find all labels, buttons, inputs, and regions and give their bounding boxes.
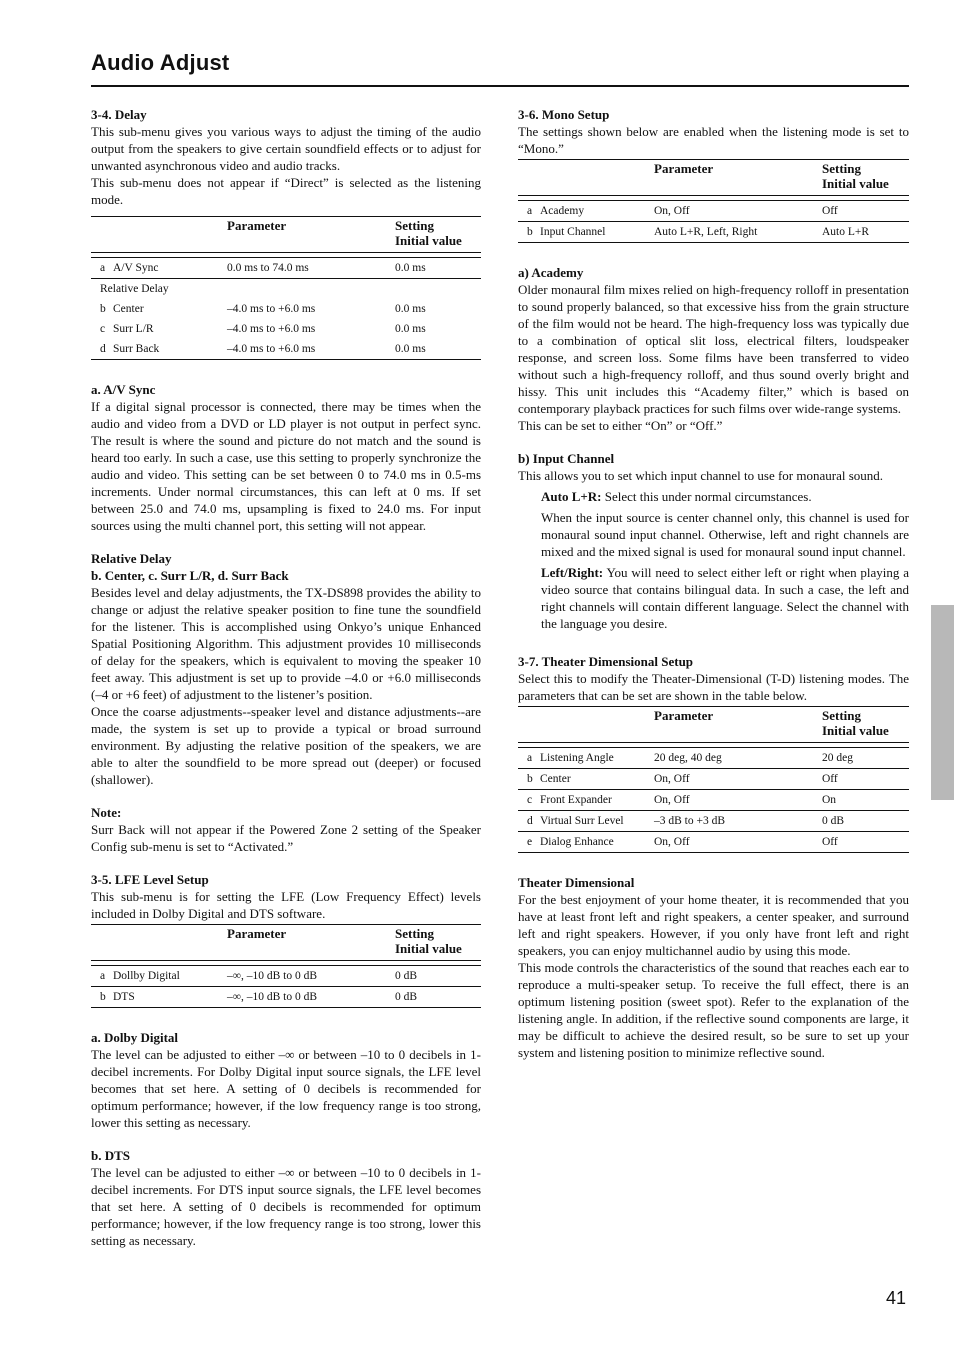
table-header-blank bbox=[91, 925, 227, 961]
relative-delay-text-1: Besides level and delay adjustments, the TX-DS898 provides the ability to change or adjust the relative speaker position to fine tune the soundfield for the listener. This is accomplished using Onkyo’s unique Enhanced Spatial Positioning Algorithm. This adjustment provides 10 milliseconds of delay for the speakers, which is equivalent to moving the speaker 10 feet away. This adjustment is set up to provide –4.0 or +6.0 milliseconds (–4 or +6 feet) of adjustment to the listener’s position. bbox=[91, 585, 481, 702]
lfe-heading: 3-5. LFE Level Setup bbox=[91, 872, 209, 887]
page-title: Audio Adjust bbox=[91, 50, 230, 75]
relative-delay-subheading: b. Center, c. Surr L/R, d. Surr Back bbox=[91, 568, 289, 583]
academy-setting-text: This can be set to either “On” or “Off.” bbox=[518, 418, 723, 433]
table-header-blank bbox=[91, 217, 227, 253]
table-header-blank bbox=[518, 707, 654, 743]
lfe-intro: This sub-menu is for setting the LFE (Low Frequency Effect) levels included in Dolby Digital and DTS software. bbox=[91, 889, 481, 921]
note-heading: Note: bbox=[91, 805, 122, 820]
table-header-setting: Setting Initial value bbox=[395, 925, 481, 961]
relative-delay-text-2: Once the coarse adjustments--speaker level and distance adjustments--are made, the system is set up to provide a typical or broad surround environment. By adjusting the relative position of the speakers, we are able to alter the soundfield to be more spread out (deeper) or focused (shallower). bbox=[91, 704, 481, 787]
auto-lr-text: Auto L+R: Select this under normal circumstances. bbox=[541, 489, 812, 504]
delay-heading: 3-4. Delay bbox=[91, 107, 147, 122]
note-text: Surr Back will not appear if the Powered Zone 2 setting of the Speaker Config sub-menu is set to “Activated.” bbox=[91, 822, 481, 854]
delay-intro: This sub-menu gives you various ways to adjust the timing of the audio output from the speakers to give certain soundfield effects or to adjust for unwanted asynchronous video and audio tracks. bbox=[91, 124, 481, 173]
table-row: Relative Delay bbox=[91, 279, 481, 300]
table-header-setting: Setting Initial value bbox=[822, 707, 909, 743]
theater-intro: Select this to modify the Theater-Dimensional (T-D) listening modes. The parameters that can be set are shown in the table below. bbox=[518, 671, 909, 703]
table-header-parameter: Parameter bbox=[227, 925, 395, 961]
table-header-blank bbox=[518, 160, 654, 196]
delay-note: This sub-menu does not appear if “Direct” is selected as the listening mode. bbox=[91, 175, 481, 207]
relative-delay-heading: Relative Delay bbox=[91, 551, 172, 566]
table-row: e Dialog Enhance On, Off Off bbox=[518, 832, 909, 853]
theater-heading: 3-7. Theater Dimensional Setup bbox=[518, 654, 694, 669]
dts-heading: b. DTS bbox=[91, 1148, 131, 1163]
table-row: b Center On, Off Off bbox=[518, 769, 909, 790]
table-row: a A/V Sync 0.0 ms to 74.0 ms 0.0 ms bbox=[91, 258, 481, 279]
table-row: a Listening Angle 20 deg, 40 deg 20 deg bbox=[518, 748, 909, 769]
mono-table bbox=[518, 159, 909, 243]
table-header-parameter: Parameter bbox=[654, 160, 822, 196]
theater-table bbox=[518, 706, 909, 853]
table-row: a Academy On, Off Off bbox=[518, 201, 909, 222]
lfe-table bbox=[91, 924, 481, 1008]
theater-dimensional-text-1: For the best enjoyment of your home theater, it is recommended that you have at least front left and right speakers, a center speaker, and surround left and right speakers. However, if you only have front left and right speakers, you can enjoy multichannel audio by using this mode. bbox=[518, 892, 909, 958]
table-header-setting: Setting Initial value bbox=[822, 160, 909, 196]
page-number: 41 bbox=[886, 1288, 907, 1308]
table-row: a Dollby Digital –∞, –10 dB to 0 dB 0 dB bbox=[91, 966, 481, 987]
av-sync-heading: a. A/V Sync bbox=[91, 382, 156, 397]
table-row: b Center –4.0 ms to +6.0 ms 0.0 ms bbox=[100, 303, 426, 315]
auto-lr-detail: When the input source is center channel only, this channel is used for monaural sound input channel. Otherwise, left and right channels are mixed and the mixed signal is used for monaural sound input channel. bbox=[541, 510, 909, 559]
table-row: d Surr Back –4.0 ms to +6.0 ms 0.0 ms bbox=[91, 339, 481, 360]
side-thumb-tab bbox=[931, 605, 954, 800]
table-row: b Input Channel Auto L+R, Left, Right Auto L+R bbox=[518, 222, 909, 243]
table-row: c Surr L/R –4.0 ms to +6.0 ms 0.0 ms bbox=[100, 323, 426, 335]
delay-table bbox=[91, 216, 481, 360]
left-column bbox=[91, 106, 481, 1249]
title-rule bbox=[91, 85, 909, 87]
av-sync-text: If a digital signal processor is connected, there may be times when the audio and video from a DVD or LD player is not output in perfect sync. The result is where the sound and picture do not match and the sound is heard too early. In such a case, use this setting to properly synchronize the audio and video. This setting can be set between 0 to 74.0 ms in 0.5-ms increments. Under normal circumstances, this can left at 0 ms. If set between 25.0 and 74.0 ms, upsampling is fixed to 24.0 ms. For input sources using the multi channel port, this setting will not appear. bbox=[91, 399, 481, 533]
dolby-digital-heading: a. Dolby Digital bbox=[91, 1030, 179, 1045]
table-header-parameter: Parameter bbox=[654, 707, 822, 743]
table-header-setting: Setting Initial value bbox=[395, 217, 481, 253]
dolby-digital-text: The level can be adjusted to either –∞ or between –10 to 0 decibels in 1-decibel increments. For Dolby Digital input source signals, the LFE level becomes that set here. A setting of 0 decibels is recommended for optimum performance; however, if the low frequency range is too strong, lower this setting as necessary. bbox=[91, 1047, 481, 1130]
theater-dimensional-heading: Theater Dimensional bbox=[518, 875, 635, 890]
table-row: c Front Expander On, Off On bbox=[518, 790, 909, 811]
academy-heading: a) Academy bbox=[518, 265, 584, 280]
input-channel-text: This allows you to set which input channel to use for monaural sound. bbox=[518, 468, 884, 483]
left-right-text: Left/Right: You will need to select either left or right when playing a video source that contains bilingual data. In such a case, the left and right channels will contain different language. Select the channel with the language you desire. bbox=[541, 565, 909, 631]
dts-text: The level can be adjusted to either –∞ or between –10 to 0 decibels in 1-decibel increments. For DTS input source signals, the LFE level becomes that set here. A setting of 0 decibels is recommended for optimum performance; however, if the low frequency range is too strong, lower this setting as necessary. bbox=[91, 1165, 481, 1248]
table-header-parameter: Parameter bbox=[227, 217, 395, 253]
theater-dimensional-text-2: This mode controls the characteristics of the sound that reaches each ear to reproduce a multi-speaker setup. To receive the full effect, there is an optimum listening position (sweet spot). Refer to the explanation of the listening angle. In addition, if the reflective sound components are large, it may be difficult to achieve the desired result, so be sure to set up your system and listening position to minimize reflective sound. bbox=[518, 960, 909, 1060]
right-column bbox=[518, 106, 909, 1061]
academy-text: Older monaural film mixes relied on high-frequency rolloff in presentation to sound properly balanced, so that excessive hiss from the grain structure of the film would not be heard. The high-frequency loss was typically due to a combination of optical slit loss, electrical filters, loudspeaker response, and screen loss. Some films have been transferred to video without such a high-frequency rolloff, and thus sound overly bright and hissy. This unit includes this “Academy filter,” which is based on contemporary playback practices for such films over wide-range systems. bbox=[518, 282, 909, 416]
table-row: d Virtual Surr Level –3 dB to +3 dB 0 dB bbox=[518, 811, 909, 832]
mono-heading: 3-6. Mono Setup bbox=[518, 107, 610, 122]
table-row: b DTS –∞, –10 dB to 0 dB 0 dB bbox=[91, 987, 481, 1008]
mono-intro: The settings shown below are enabled when the listening mode is set to “Mono.” bbox=[518, 124, 909, 156]
input-channel-heading: b) Input Channel bbox=[518, 451, 615, 466]
